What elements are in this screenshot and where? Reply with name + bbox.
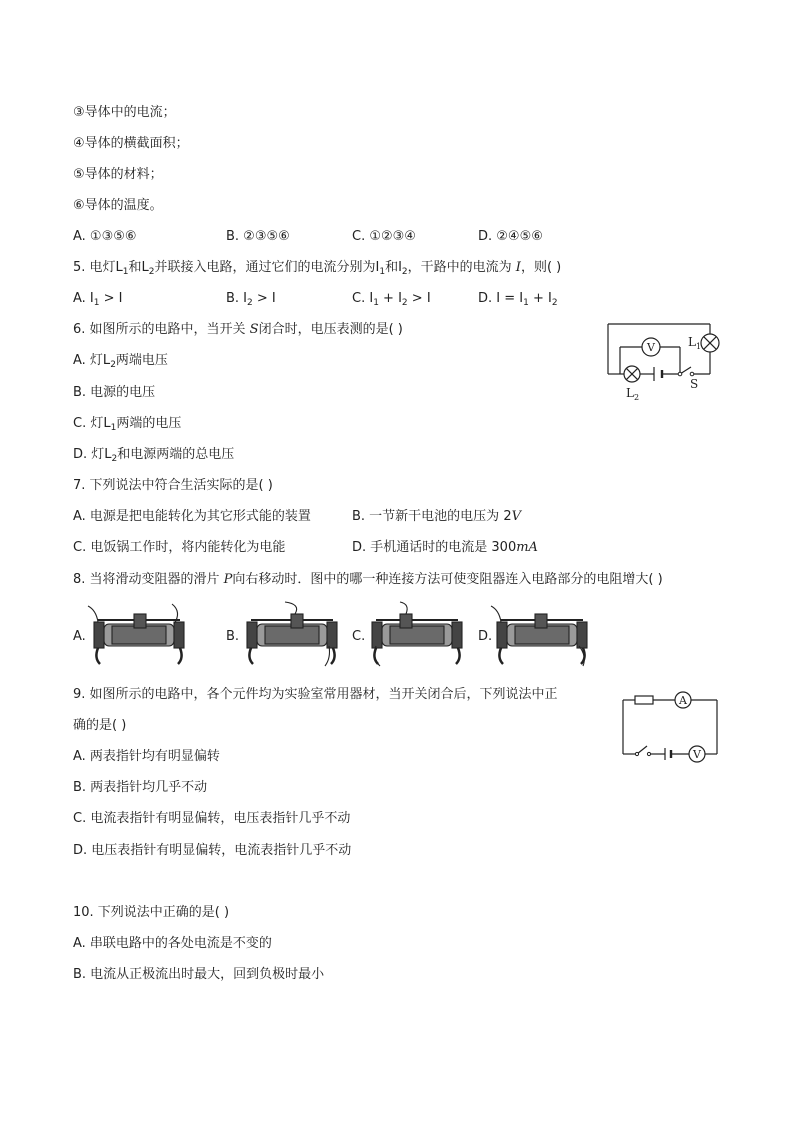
q6-option-a[interactable]: A. 灯$L_2$两端电压: [73, 353, 168, 370]
lamp-l2-label: $L_2$: [626, 386, 640, 402]
q4-option-b[interactable]: B. ②③⑤⑥: [226, 229, 290, 244]
ammeter-label: A: [679, 694, 687, 707]
q7-option-b[interactable]: B. 一节新干电池的电压为 2V: [352, 509, 521, 524]
q4-option-a[interactable]: A. ①③⑤⑥: [73, 229, 137, 244]
switch-label: S: [690, 377, 699, 391]
q9-circuit-diagram: [615, 688, 725, 766]
rheostat-b-image: [245, 604, 340, 666]
q4-option-c[interactable]: C. ①②③④: [352, 229, 416, 244]
q8-option-d[interactable]: D.: [478, 629, 493, 644]
q8-option-a[interactable]: A.: [73, 629, 86, 644]
q4-option-d[interactable]: D. ②④⑤⑥: [478, 229, 543, 244]
q9-option-a[interactable]: A. 两表指针均有明显偏转: [73, 749, 220, 764]
q5-question: 5. 电灯$L_1$和$L_2$并联接入电路，通过它们的电流分别为$I_1$和$I_2$，干路中的电流为 I，则( ): [73, 260, 562, 277]
q7-option-d[interactable]: D. 手机通话时的电流是 300mA: [352, 540, 538, 555]
q6-circuit-diagram: [600, 318, 730, 408]
q6-question: 6. 如图所示的电路中，当开关 S闭合时，电压表测的是( ): [73, 322, 403, 337]
q7-option-c[interactable]: C. 电饭锅工作时，将内能转化为电能: [73, 540, 286, 555]
rheostat-c-image: [370, 604, 465, 666]
rheostat-d-image: [495, 604, 590, 666]
q9-question-line1: 9. 如图所示的电路中，各个元件均为实验室常用器材，当开关闭合后，下列说法中正: [73, 687, 558, 702]
q6-option-b[interactable]: B. 电源的电压: [73, 385, 156, 400]
q8-option-b[interactable]: B.: [226, 629, 240, 644]
q10-question: 10. 下列说法中正确的是( ): [73, 905, 230, 920]
q9-option-d[interactable]: D. 电压表指针有明显偏转，电流表指针几乎不动: [73, 843, 352, 858]
voltmeter-label: V: [647, 341, 655, 354]
q6-option-d[interactable]: D. 灯$L_2$和电源两端的总电压: [73, 447, 235, 464]
q8-question: 8. 当将滑动变阻器的滑片 P向右移动时．图中的哪一种连接方法可使变阻器连入电路部分的电阻增大( ): [73, 572, 663, 587]
q5-option-d[interactable]: D. $I = I_1 + I_2$: [478, 291, 558, 308]
q5-option-a[interactable]: A. $I_1 > I$: [73, 291, 123, 308]
item-5: ⑤导体的材料；: [73, 167, 163, 182]
q10-option-b[interactable]: B. 电流从正极流出时最大，回到负极时最小: [73, 967, 325, 982]
q5-option-c[interactable]: C. $I_1 + I_2 > I$: [352, 291, 431, 308]
item-4: ④导体的横截面积；: [73, 136, 189, 151]
rheostat-a-image: [92, 604, 187, 666]
q9-option-b[interactable]: B. 两表指针均几乎不动: [73, 780, 208, 795]
item-3: ③导体中的电流；: [73, 105, 176, 120]
q9-question-line2: 确的是( ): [73, 718, 127, 733]
q5-option-b[interactable]: B. $I_2 > I$: [226, 291, 276, 308]
lamp-l1-label: $L_1$: [688, 335, 702, 351]
q10-option-a[interactable]: A. 串联电路中的各处电流是不变的: [73, 936, 272, 951]
q8-option-c[interactable]: C.: [352, 629, 366, 644]
resistor-icon: [635, 696, 653, 704]
q9-option-c[interactable]: C. 电流表指针有明显偏转，电压表指针几乎不动: [73, 811, 351, 826]
q7-option-a[interactable]: A. 电源是把电能转化为其它形式能的装置: [73, 509, 311, 524]
item-6: ⑥导体的温度。: [73, 198, 163, 213]
q6-option-c[interactable]: C. 灯$L_1$两端的电压: [73, 416, 182, 433]
q7-question: 7. 下列说法中符合生活实际的是( ): [73, 478, 273, 493]
voltmeter-label: V: [693, 748, 701, 761]
